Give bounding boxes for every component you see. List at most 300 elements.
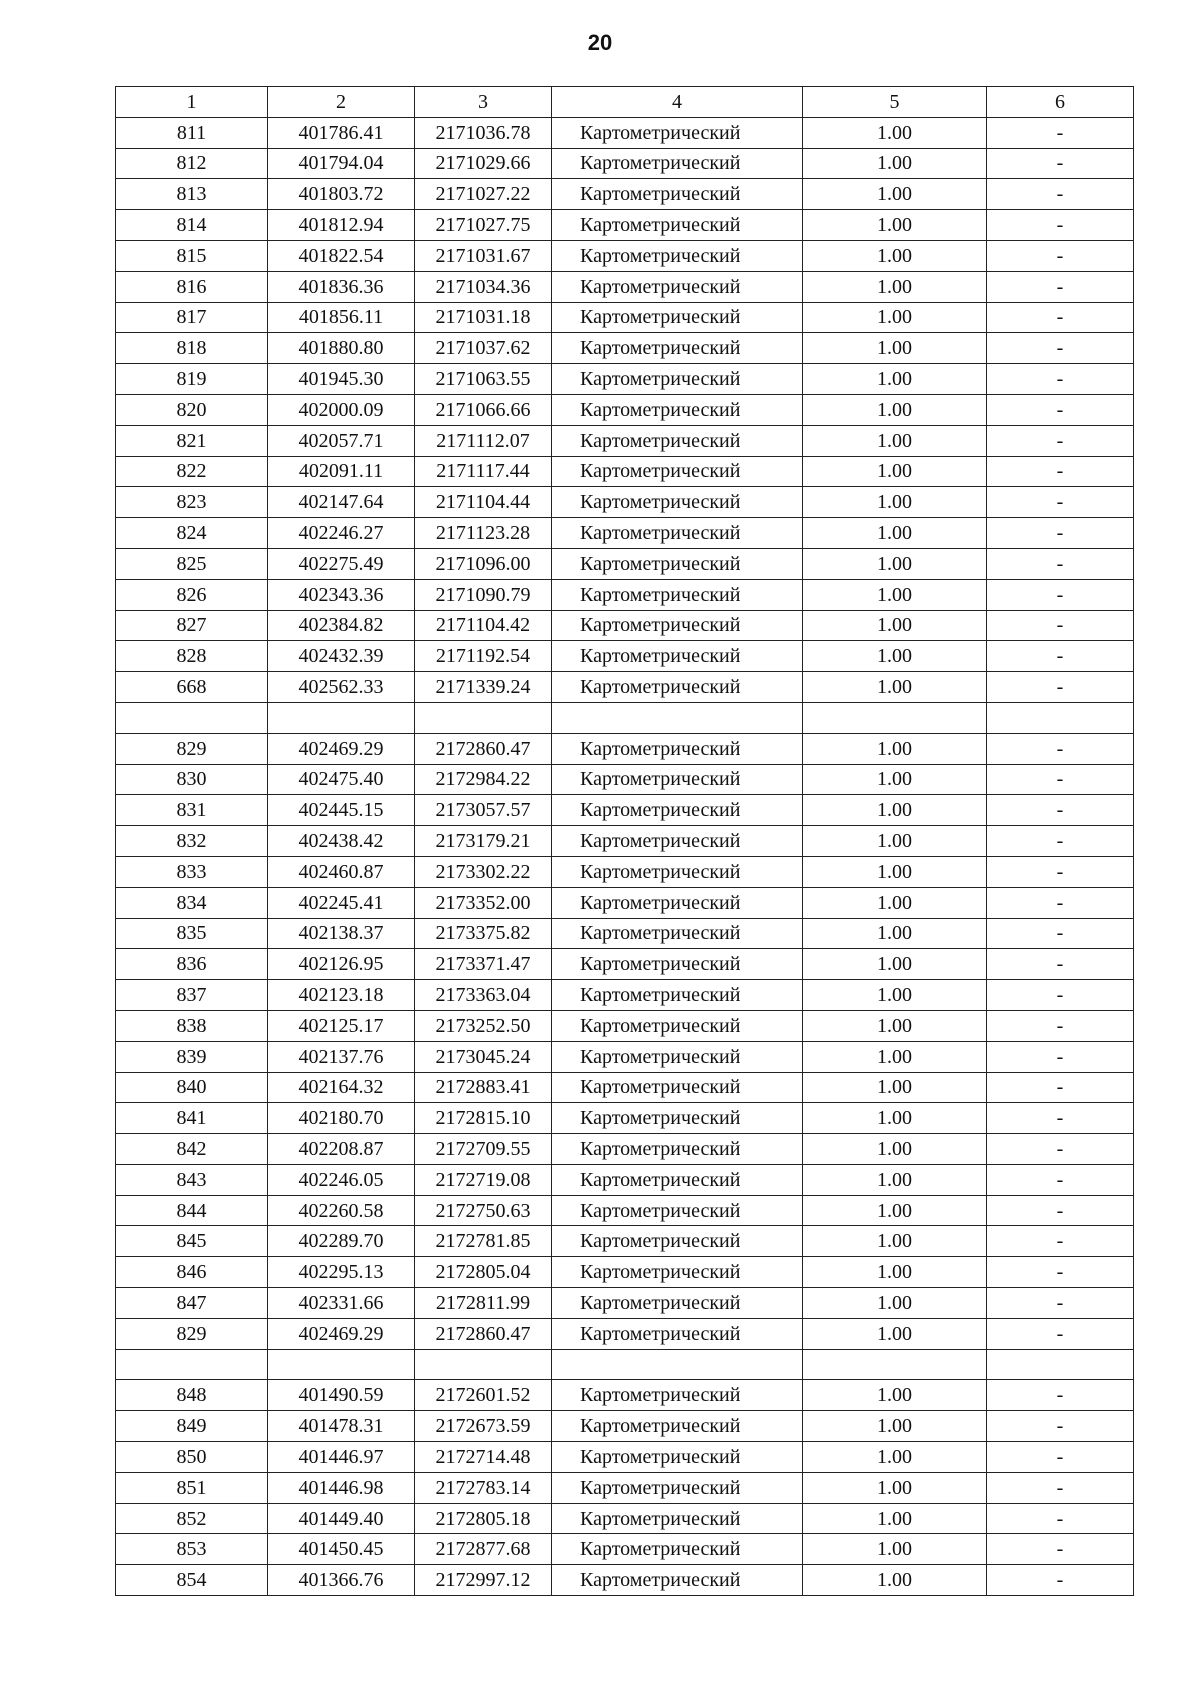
- description-cell: -: [987, 1164, 1134, 1195]
- description-cell: -: [987, 641, 1134, 672]
- table-row: [116, 1288, 1134, 1319]
- point-number-cell: 841: [116, 1103, 268, 1134]
- x-coordinate-cell: 402260.58: [268, 1195, 415, 1226]
- y-coordinate-cell: 2171027.75: [415, 210, 552, 241]
- x-coordinate-cell: [268, 702, 415, 733]
- description-cell: -: [987, 1318, 1134, 1349]
- x-coordinate-cell: 402091.11: [268, 456, 415, 487]
- x-coordinate-cell: 401836.36: [268, 271, 415, 302]
- accuracy-cell: 1.00: [803, 1503, 987, 1534]
- description-cell: -: [987, 1534, 1134, 1565]
- description-cell: [987, 1349, 1134, 1380]
- method-cell: Картометрический: [552, 672, 803, 703]
- description-cell: -: [987, 918, 1134, 949]
- y-coordinate-cell: [415, 1349, 552, 1380]
- table-row: [116, 1103, 1134, 1134]
- accuracy-cell: 1.00: [803, 579, 987, 610]
- y-coordinate-cell: 2171031.18: [415, 302, 552, 333]
- accuracy-cell: 1.00: [803, 1164, 987, 1195]
- table-row: [116, 733, 1134, 764]
- description-cell: -: [987, 1010, 1134, 1041]
- x-coordinate-cell: 401880.80: [268, 333, 415, 364]
- description-cell: -: [987, 795, 1134, 826]
- point-number-cell: 668: [116, 672, 268, 703]
- method-cell: Картометрический: [552, 1318, 803, 1349]
- point-number-cell: 812: [116, 148, 268, 179]
- table-row: [116, 887, 1134, 918]
- accuracy-cell: 1.00: [803, 1103, 987, 1134]
- table-row: [116, 672, 1134, 703]
- table-row: [116, 1442, 1134, 1473]
- header-cell-3: 3: [415, 87, 552, 118]
- x-coordinate-cell: 402469.29: [268, 733, 415, 764]
- point-number-cell: 814: [116, 210, 268, 241]
- description-cell: -: [987, 425, 1134, 456]
- method-cell: Картометрический: [552, 456, 803, 487]
- description-cell: -: [987, 1565, 1134, 1596]
- y-coordinate-cell: 2171036.78: [415, 117, 552, 148]
- description-cell: -: [987, 1411, 1134, 1442]
- point-number-cell: 839: [116, 1041, 268, 1072]
- x-coordinate-cell: 401449.40: [268, 1503, 415, 1534]
- point-number-cell: 828: [116, 641, 268, 672]
- accuracy-cell: 1.00: [803, 1010, 987, 1041]
- description-cell: -: [987, 456, 1134, 487]
- accuracy-cell: 1.00: [803, 518, 987, 549]
- method-cell: Картометрический: [552, 826, 803, 857]
- y-coordinate-cell: 2173302.22: [415, 856, 552, 887]
- accuracy-cell: 1.00: [803, 456, 987, 487]
- x-coordinate-cell: 401786.41: [268, 117, 415, 148]
- y-coordinate-cell: 2173045.24: [415, 1041, 552, 1072]
- x-coordinate-cell: 402126.95: [268, 949, 415, 980]
- table-row: [116, 641, 1134, 672]
- description-cell: -: [987, 1380, 1134, 1411]
- method-cell: Картометрический: [552, 117, 803, 148]
- x-coordinate-cell: 402057.71: [268, 425, 415, 456]
- accuracy-cell: 1.00: [803, 1041, 987, 1072]
- header-cell-2: 2: [268, 87, 415, 118]
- x-coordinate-cell: 401446.97: [268, 1442, 415, 1473]
- x-coordinate-cell: 401794.04: [268, 148, 415, 179]
- y-coordinate-cell: 2171104.42: [415, 610, 552, 641]
- method-cell: Картометрический: [552, 579, 803, 610]
- table-row: [116, 548, 1134, 579]
- y-coordinate-cell: 2171112.07: [415, 425, 552, 456]
- x-coordinate-cell: 402438.42: [268, 826, 415, 857]
- description-cell: -: [987, 733, 1134, 764]
- point-number-cell: 819: [116, 364, 268, 395]
- method-cell: Картометрический: [552, 1041, 803, 1072]
- method-cell: Картометрический: [552, 641, 803, 672]
- method-cell: Картометрический: [552, 333, 803, 364]
- description-cell: -: [987, 1103, 1134, 1134]
- accuracy-cell: 1.00: [803, 1226, 987, 1257]
- point-number-cell: 831: [116, 795, 268, 826]
- method-cell: Картометрический: [552, 1195, 803, 1226]
- method-cell: Картометрический: [552, 425, 803, 456]
- accuracy-cell: 1.00: [803, 1472, 987, 1503]
- point-number-cell: 826: [116, 579, 268, 610]
- description-cell: -: [987, 210, 1134, 241]
- point-number-cell: 840: [116, 1072, 268, 1103]
- method-cell: Картометрический: [552, 1503, 803, 1534]
- method-cell: Картометрический: [552, 148, 803, 179]
- accuracy-cell: 1.00: [803, 1134, 987, 1165]
- coordinates-table: [115, 86, 1134, 1596]
- point-number-cell: 813: [116, 179, 268, 210]
- y-coordinate-cell: 2172783.14: [415, 1472, 552, 1503]
- table-row: [116, 1565, 1134, 1596]
- x-coordinate-cell: 402138.37: [268, 918, 415, 949]
- table-row: [116, 1226, 1134, 1257]
- description-cell: -: [987, 271, 1134, 302]
- x-coordinate-cell: 401822.54: [268, 240, 415, 271]
- y-coordinate-cell: 2173179.21: [415, 826, 552, 857]
- method-cell: [552, 702, 803, 733]
- x-coordinate-cell: 402125.17: [268, 1010, 415, 1041]
- separator-row: [116, 702, 1134, 733]
- accuracy-cell: 1.00: [803, 610, 987, 641]
- separator-row: [116, 1349, 1134, 1380]
- method-cell: Картометрический: [552, 887, 803, 918]
- table-row: [116, 949, 1134, 980]
- table-row: [116, 579, 1134, 610]
- accuracy-cell: 1.00: [803, 364, 987, 395]
- y-coordinate-cell: 2172714.48: [415, 1442, 552, 1473]
- y-coordinate-cell: 2173363.04: [415, 980, 552, 1011]
- x-coordinate-cell: 401945.30: [268, 364, 415, 395]
- point-number-cell: 829: [116, 733, 268, 764]
- y-coordinate-cell: 2172815.10: [415, 1103, 552, 1134]
- method-cell: Картометрический: [552, 364, 803, 395]
- accuracy-cell: 1.00: [803, 1411, 987, 1442]
- y-coordinate-cell: 2171066.66: [415, 394, 552, 425]
- point-number-cell: 830: [116, 764, 268, 795]
- description-cell: -: [987, 887, 1134, 918]
- point-number-cell: 846: [116, 1257, 268, 1288]
- table-row: [116, 980, 1134, 1011]
- point-number-cell: 829: [116, 1318, 268, 1349]
- method-cell: Картометрический: [552, 179, 803, 210]
- header-cell-5: 5: [803, 87, 987, 118]
- x-coordinate-cell: [268, 1349, 415, 1380]
- x-coordinate-cell: 402246.05: [268, 1164, 415, 1195]
- table-row: [116, 148, 1134, 179]
- y-coordinate-cell: 2172709.55: [415, 1134, 552, 1165]
- method-cell: Картометрический: [552, 980, 803, 1011]
- x-coordinate-cell: 401812.94: [268, 210, 415, 241]
- method-cell: Картометрический: [552, 1411, 803, 1442]
- method-cell: Картометрический: [552, 610, 803, 641]
- y-coordinate-cell: 2171339.24: [415, 672, 552, 703]
- method-cell: Картометрический: [552, 1010, 803, 1041]
- point-number-cell: 834: [116, 887, 268, 918]
- method-cell: Картометрический: [552, 949, 803, 980]
- y-coordinate-cell: 2171117.44: [415, 456, 552, 487]
- table-row: [116, 1134, 1134, 1165]
- accuracy-cell: 1.00: [803, 117, 987, 148]
- point-number-cell: 851: [116, 1472, 268, 1503]
- method-cell: Картометрический: [552, 548, 803, 579]
- x-coordinate-cell: 402343.36: [268, 579, 415, 610]
- accuracy-cell: 1.00: [803, 887, 987, 918]
- table-row: [116, 364, 1134, 395]
- table-row: [116, 425, 1134, 456]
- table-row: [116, 1411, 1134, 1442]
- method-cell: Картометрический: [552, 302, 803, 333]
- x-coordinate-cell: 402295.13: [268, 1257, 415, 1288]
- point-number-cell: 820: [116, 394, 268, 425]
- description-cell: -: [987, 980, 1134, 1011]
- y-coordinate-cell: 2173252.50: [415, 1010, 552, 1041]
- y-coordinate-cell: 2173352.00: [415, 887, 552, 918]
- accuracy-cell: 1.00: [803, 1257, 987, 1288]
- x-coordinate-cell: 402331.66: [268, 1288, 415, 1319]
- description-cell: -: [987, 148, 1134, 179]
- x-coordinate-cell: 401450.45: [268, 1534, 415, 1565]
- y-coordinate-cell: 2172719.08: [415, 1164, 552, 1195]
- description-cell: -: [987, 518, 1134, 549]
- y-coordinate-cell: 2172860.47: [415, 1318, 552, 1349]
- point-number-cell: 850: [116, 1442, 268, 1473]
- description-cell: -: [987, 1503, 1134, 1534]
- y-coordinate-cell: 2173057.57: [415, 795, 552, 826]
- description-cell: -: [987, 364, 1134, 395]
- y-coordinate-cell: 2171037.62: [415, 333, 552, 364]
- table-header: [116, 87, 1134, 118]
- accuracy-cell: 1.00: [803, 672, 987, 703]
- point-number-cell: 837: [116, 980, 268, 1011]
- table-row: [116, 1164, 1134, 1195]
- method-cell: Картометрический: [552, 795, 803, 826]
- point-number-cell: 833: [116, 856, 268, 887]
- x-coordinate-cell: 402475.40: [268, 764, 415, 795]
- header-cell-4: 4: [552, 87, 803, 118]
- table-row: [116, 1472, 1134, 1503]
- method-cell: Картометрический: [552, 1257, 803, 1288]
- method-cell: Картометрический: [552, 1072, 803, 1103]
- x-coordinate-cell: 401803.72: [268, 179, 415, 210]
- table-row: [116, 610, 1134, 641]
- point-number-cell: 821: [116, 425, 268, 456]
- table-row: [116, 1318, 1134, 1349]
- x-coordinate-cell: 402384.82: [268, 610, 415, 641]
- table-row: [116, 1503, 1134, 1534]
- method-cell: Картометрический: [552, 1442, 803, 1473]
- point-number-cell: 823: [116, 487, 268, 518]
- point-number-cell: 853: [116, 1534, 268, 1565]
- table-row: [116, 826, 1134, 857]
- point-number-cell: 832: [116, 826, 268, 857]
- method-cell: Картометрический: [552, 271, 803, 302]
- x-coordinate-cell: 402123.18: [268, 980, 415, 1011]
- accuracy-cell: 1.00: [803, 548, 987, 579]
- accuracy-cell: [803, 702, 987, 733]
- table-row: [116, 487, 1134, 518]
- x-coordinate-cell: 401856.11: [268, 302, 415, 333]
- point-number-cell: 822: [116, 456, 268, 487]
- point-number-cell: 843: [116, 1164, 268, 1195]
- y-coordinate-cell: 2172997.12: [415, 1565, 552, 1596]
- table-row: [116, 333, 1134, 364]
- table-row: [116, 456, 1134, 487]
- point-number-cell: [116, 1349, 268, 1380]
- table-row: [116, 764, 1134, 795]
- point-number-cell: 854: [116, 1565, 268, 1596]
- description-cell: -: [987, 1226, 1134, 1257]
- point-number-cell: 842: [116, 1134, 268, 1165]
- accuracy-cell: 1.00: [803, 394, 987, 425]
- x-coordinate-cell: 402469.29: [268, 1318, 415, 1349]
- table-row: [116, 240, 1134, 271]
- point-number-cell: 811: [116, 117, 268, 148]
- method-cell: Картометрический: [552, 1134, 803, 1165]
- y-coordinate-cell: 2172781.85: [415, 1226, 552, 1257]
- table-row: [116, 394, 1134, 425]
- method-cell: Картометрический: [552, 733, 803, 764]
- accuracy-cell: 1.00: [803, 487, 987, 518]
- method-cell: Картометрический: [552, 918, 803, 949]
- method-cell: Картометрический: [552, 764, 803, 795]
- point-number-cell: 825: [116, 548, 268, 579]
- x-coordinate-cell: 402208.87: [268, 1134, 415, 1165]
- description-cell: -: [987, 764, 1134, 795]
- accuracy-cell: [803, 1349, 987, 1380]
- accuracy-cell: 1.00: [803, 271, 987, 302]
- description-cell: -: [987, 179, 1134, 210]
- description-cell: -: [987, 394, 1134, 425]
- accuracy-cell: 1.00: [803, 1318, 987, 1349]
- accuracy-cell: 1.00: [803, 1072, 987, 1103]
- description-cell: -: [987, 240, 1134, 271]
- y-coordinate-cell: 2171034.36: [415, 271, 552, 302]
- header-cell-1: 1: [116, 87, 268, 118]
- x-coordinate-cell: 402289.70: [268, 1226, 415, 1257]
- table-row: [116, 179, 1134, 210]
- point-number-cell: 847: [116, 1288, 268, 1319]
- description-cell: -: [987, 548, 1134, 579]
- method-cell: Картометрический: [552, 1534, 803, 1565]
- accuracy-cell: 1.00: [803, 949, 987, 980]
- accuracy-cell: 1.00: [803, 1288, 987, 1319]
- point-number-cell: 827: [116, 610, 268, 641]
- accuracy-cell: 1.00: [803, 1565, 987, 1596]
- description-cell: -: [987, 1134, 1134, 1165]
- accuracy-cell: 1.00: [803, 425, 987, 456]
- accuracy-cell: 1.00: [803, 1380, 987, 1411]
- point-number-cell: 848: [116, 1380, 268, 1411]
- x-coordinate-cell: 402147.64: [268, 487, 415, 518]
- y-coordinate-cell: 2172750.63: [415, 1195, 552, 1226]
- y-coordinate-cell: 2171063.55: [415, 364, 552, 395]
- point-number-cell: 818: [116, 333, 268, 364]
- table-body: [116, 117, 1134, 1595]
- table-row: [116, 117, 1134, 148]
- y-coordinate-cell: 2172883.41: [415, 1072, 552, 1103]
- table-row: [116, 1195, 1134, 1226]
- description-cell: -: [987, 1195, 1134, 1226]
- table-row: [116, 1380, 1134, 1411]
- description-cell: -: [987, 1442, 1134, 1473]
- x-coordinate-cell: 402432.39: [268, 641, 415, 672]
- y-coordinate-cell: 2173371.47: [415, 949, 552, 980]
- y-coordinate-cell: 2171029.66: [415, 148, 552, 179]
- y-coordinate-cell: [415, 702, 552, 733]
- accuracy-cell: 1.00: [803, 179, 987, 210]
- x-coordinate-cell: 402562.33: [268, 672, 415, 703]
- accuracy-cell: 1.00: [803, 210, 987, 241]
- accuracy-cell: 1.00: [803, 302, 987, 333]
- accuracy-cell: 1.00: [803, 918, 987, 949]
- accuracy-cell: 1.00: [803, 240, 987, 271]
- x-coordinate-cell: 402246.27: [268, 518, 415, 549]
- accuracy-cell: 1.00: [803, 1442, 987, 1473]
- y-coordinate-cell: 2172805.18: [415, 1503, 552, 1534]
- accuracy-cell: 1.00: [803, 856, 987, 887]
- point-number-cell: 852: [116, 1503, 268, 1534]
- y-coordinate-cell: 2172984.22: [415, 764, 552, 795]
- method-cell: Картометрический: [552, 1565, 803, 1596]
- accuracy-cell: 1.00: [803, 764, 987, 795]
- description-cell: -: [987, 1472, 1134, 1503]
- method-cell: Картометрический: [552, 210, 803, 241]
- accuracy-cell: 1.00: [803, 826, 987, 857]
- method-cell: Картометрический: [552, 1472, 803, 1503]
- description-cell: -: [987, 949, 1134, 980]
- x-coordinate-cell: 402000.09: [268, 394, 415, 425]
- y-coordinate-cell: 2171123.28: [415, 518, 552, 549]
- x-coordinate-cell: 402460.87: [268, 856, 415, 887]
- x-coordinate-cell: 402180.70: [268, 1103, 415, 1134]
- point-number-cell: 849: [116, 1411, 268, 1442]
- x-coordinate-cell: 401478.31: [268, 1411, 415, 1442]
- table-row: [116, 1041, 1134, 1072]
- description-cell: -: [987, 1072, 1134, 1103]
- description-cell: [987, 702, 1134, 733]
- y-coordinate-cell: 2171096.00: [415, 548, 552, 579]
- x-coordinate-cell: 402164.32: [268, 1072, 415, 1103]
- description-cell: -: [987, 302, 1134, 333]
- description-cell: -: [987, 856, 1134, 887]
- description-cell: -: [987, 487, 1134, 518]
- method-cell: Картометрический: [552, 240, 803, 271]
- y-coordinate-cell: 2172601.52: [415, 1380, 552, 1411]
- description-cell: -: [987, 1041, 1134, 1072]
- x-coordinate-cell: 402445.15: [268, 795, 415, 826]
- page-number: 20: [587, 30, 613, 55]
- table-row: [116, 918, 1134, 949]
- point-number-cell: 845: [116, 1226, 268, 1257]
- description-cell: -: [987, 826, 1134, 857]
- y-coordinate-cell: 2172877.68: [415, 1534, 552, 1565]
- x-coordinate-cell: 402245.41: [268, 887, 415, 918]
- description-cell: -: [987, 610, 1134, 641]
- point-number-cell: 836: [116, 949, 268, 980]
- point-number-cell: 844: [116, 1195, 268, 1226]
- method-cell: Картометрический: [552, 1164, 803, 1195]
- description-cell: -: [987, 1257, 1134, 1288]
- method-cell: Картометрический: [552, 1380, 803, 1411]
- description-cell: -: [987, 1288, 1134, 1319]
- table-row: [116, 1010, 1134, 1041]
- accuracy-cell: 1.00: [803, 733, 987, 764]
- table-row: [116, 795, 1134, 826]
- point-number-cell: 824: [116, 518, 268, 549]
- point-number-cell: 816: [116, 271, 268, 302]
- y-coordinate-cell: 2172805.04: [415, 1257, 552, 1288]
- y-coordinate-cell: 2171104.44: [415, 487, 552, 518]
